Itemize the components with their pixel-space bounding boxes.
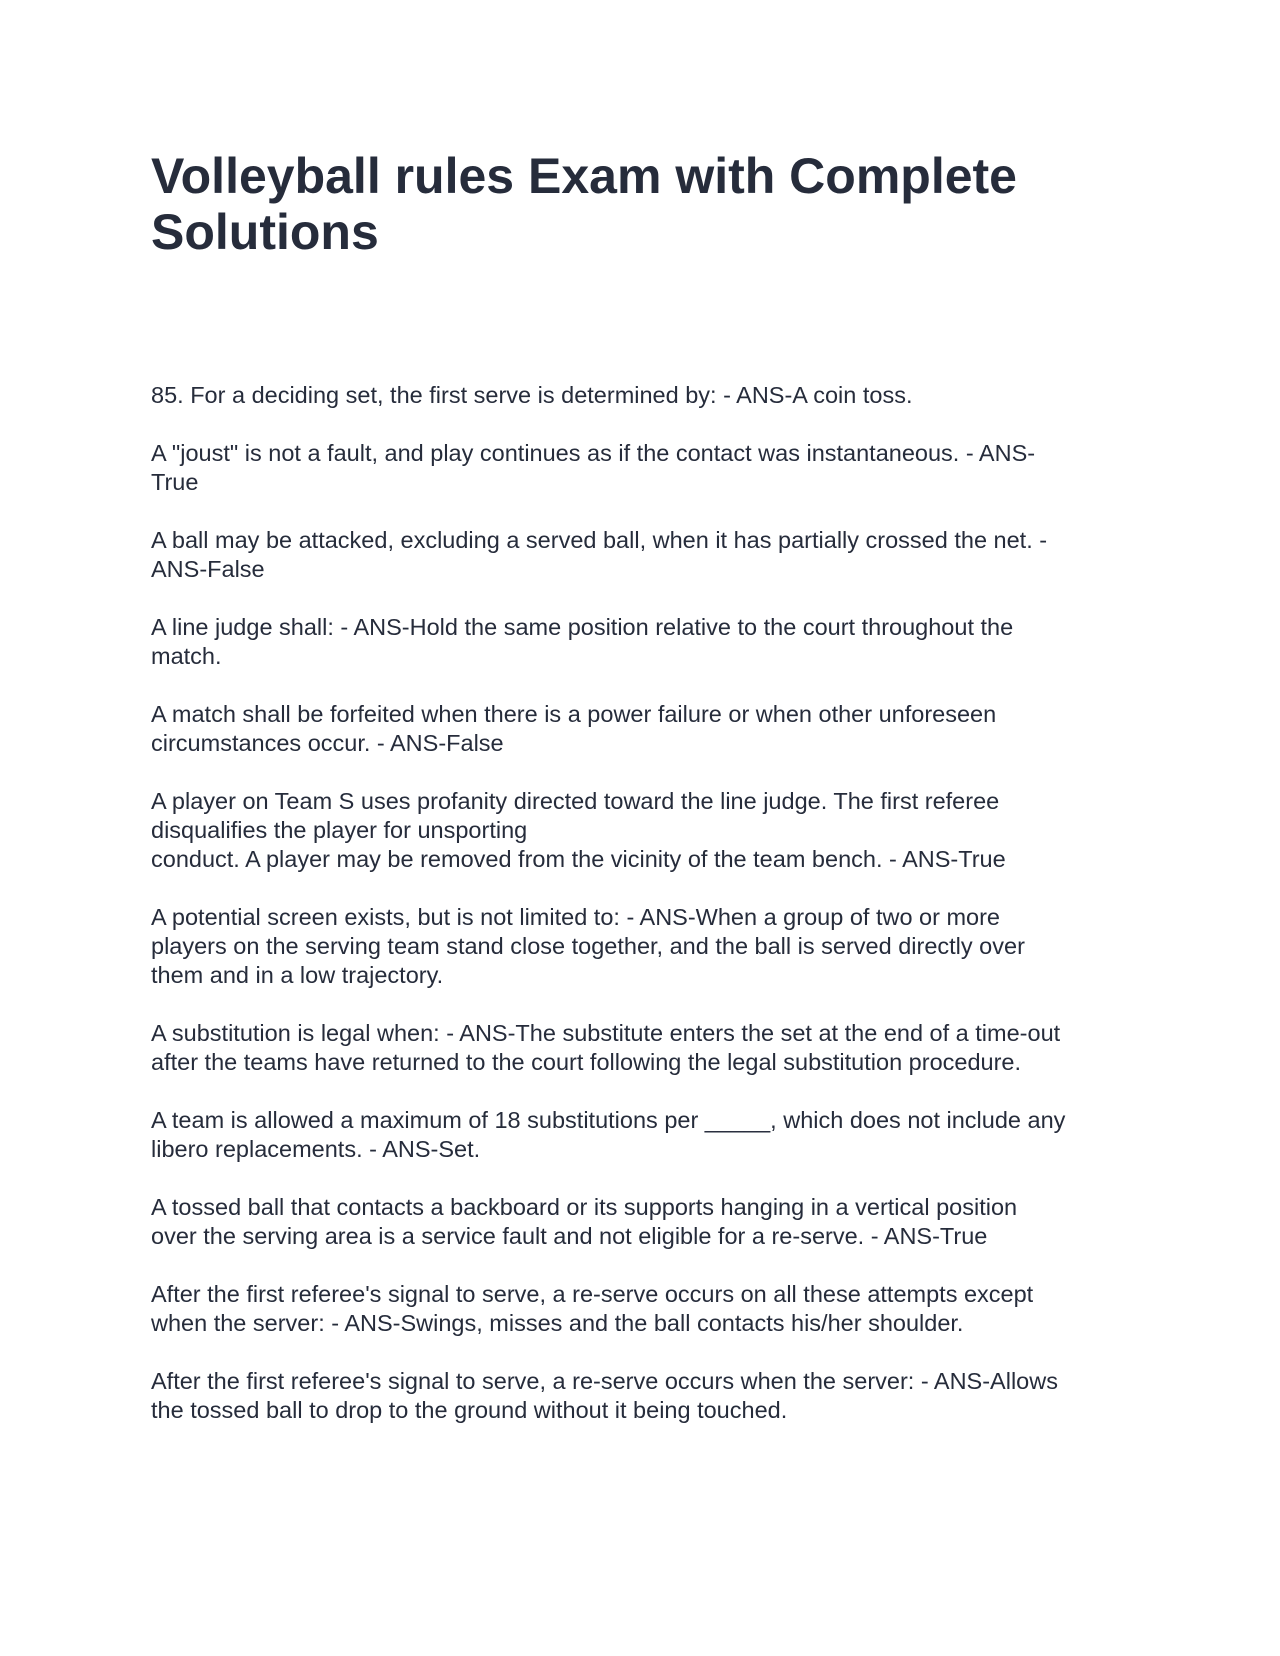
qa-item: 85. For a deciding set, the first serve is determined by: - ANS-A coin toss. xyxy=(151,382,913,408)
qa-item: After the first referee's signal to serve, a re-serve occurs when the server: - ANS-Allows the tossed ball to drop to the ground without it being touched. xyxy=(151,1368,1058,1423)
qa-item: A team is allowed a maximum of 18 substitutions per _____, which does not include any libero replacements. - ANS-Set. xyxy=(151,1107,1066,1162)
qa-item: A line judge shall: - ANS-Hold the same position relative to the court throughout the match. xyxy=(151,614,1014,669)
qa-item: A substitution is legal when: - ANS-The substitute enters the set at the end of a time-out after the teams have returned to the court following the legal substitution procedure. xyxy=(151,1020,1061,1075)
qa-list xyxy=(151,381,1141,1454)
qa-item: A match shall be forfeited when there is a power failure or when other unforeseen circumstances occur. - ANS-False xyxy=(151,701,997,756)
qa-item: A tossed ball that contacts a backboard or its supports hanging in a vertical position over the serving area is a service fault and not eligible for a re-serve. - ANS-True xyxy=(151,1194,1018,1249)
qa-item: A "joust" is not a fault, and play continues as if the contact was instantaneous. - ANS- True xyxy=(151,440,1036,495)
qa-item: A potential screen exists, but is not limited to: - ANS-When a group of two or more players on the serving team stand close together, and the ball is served directly over them and in a low trajectory. xyxy=(151,904,1025,988)
document-title: Volleyball rules Exam with Complete Solutions xyxy=(151,148,1017,260)
qa-item: After the first referee's signal to serve, a re-serve occurs on all these attempts except when the server: - ANS-Swings, misses and the ball contacts his/her shoulder. xyxy=(151,1281,1034,1336)
qa-item: A player on Team S uses profanity directed toward the line judge. The first referee disqualifies the player for unsporting conduct. A player may be removed from the vicinity of the team bench. - ANS-True xyxy=(151,788,1006,872)
qa-item: A ball may be attacked, excluding a served ball, when it has partially crossed the net. - ANS-False xyxy=(151,527,1048,582)
